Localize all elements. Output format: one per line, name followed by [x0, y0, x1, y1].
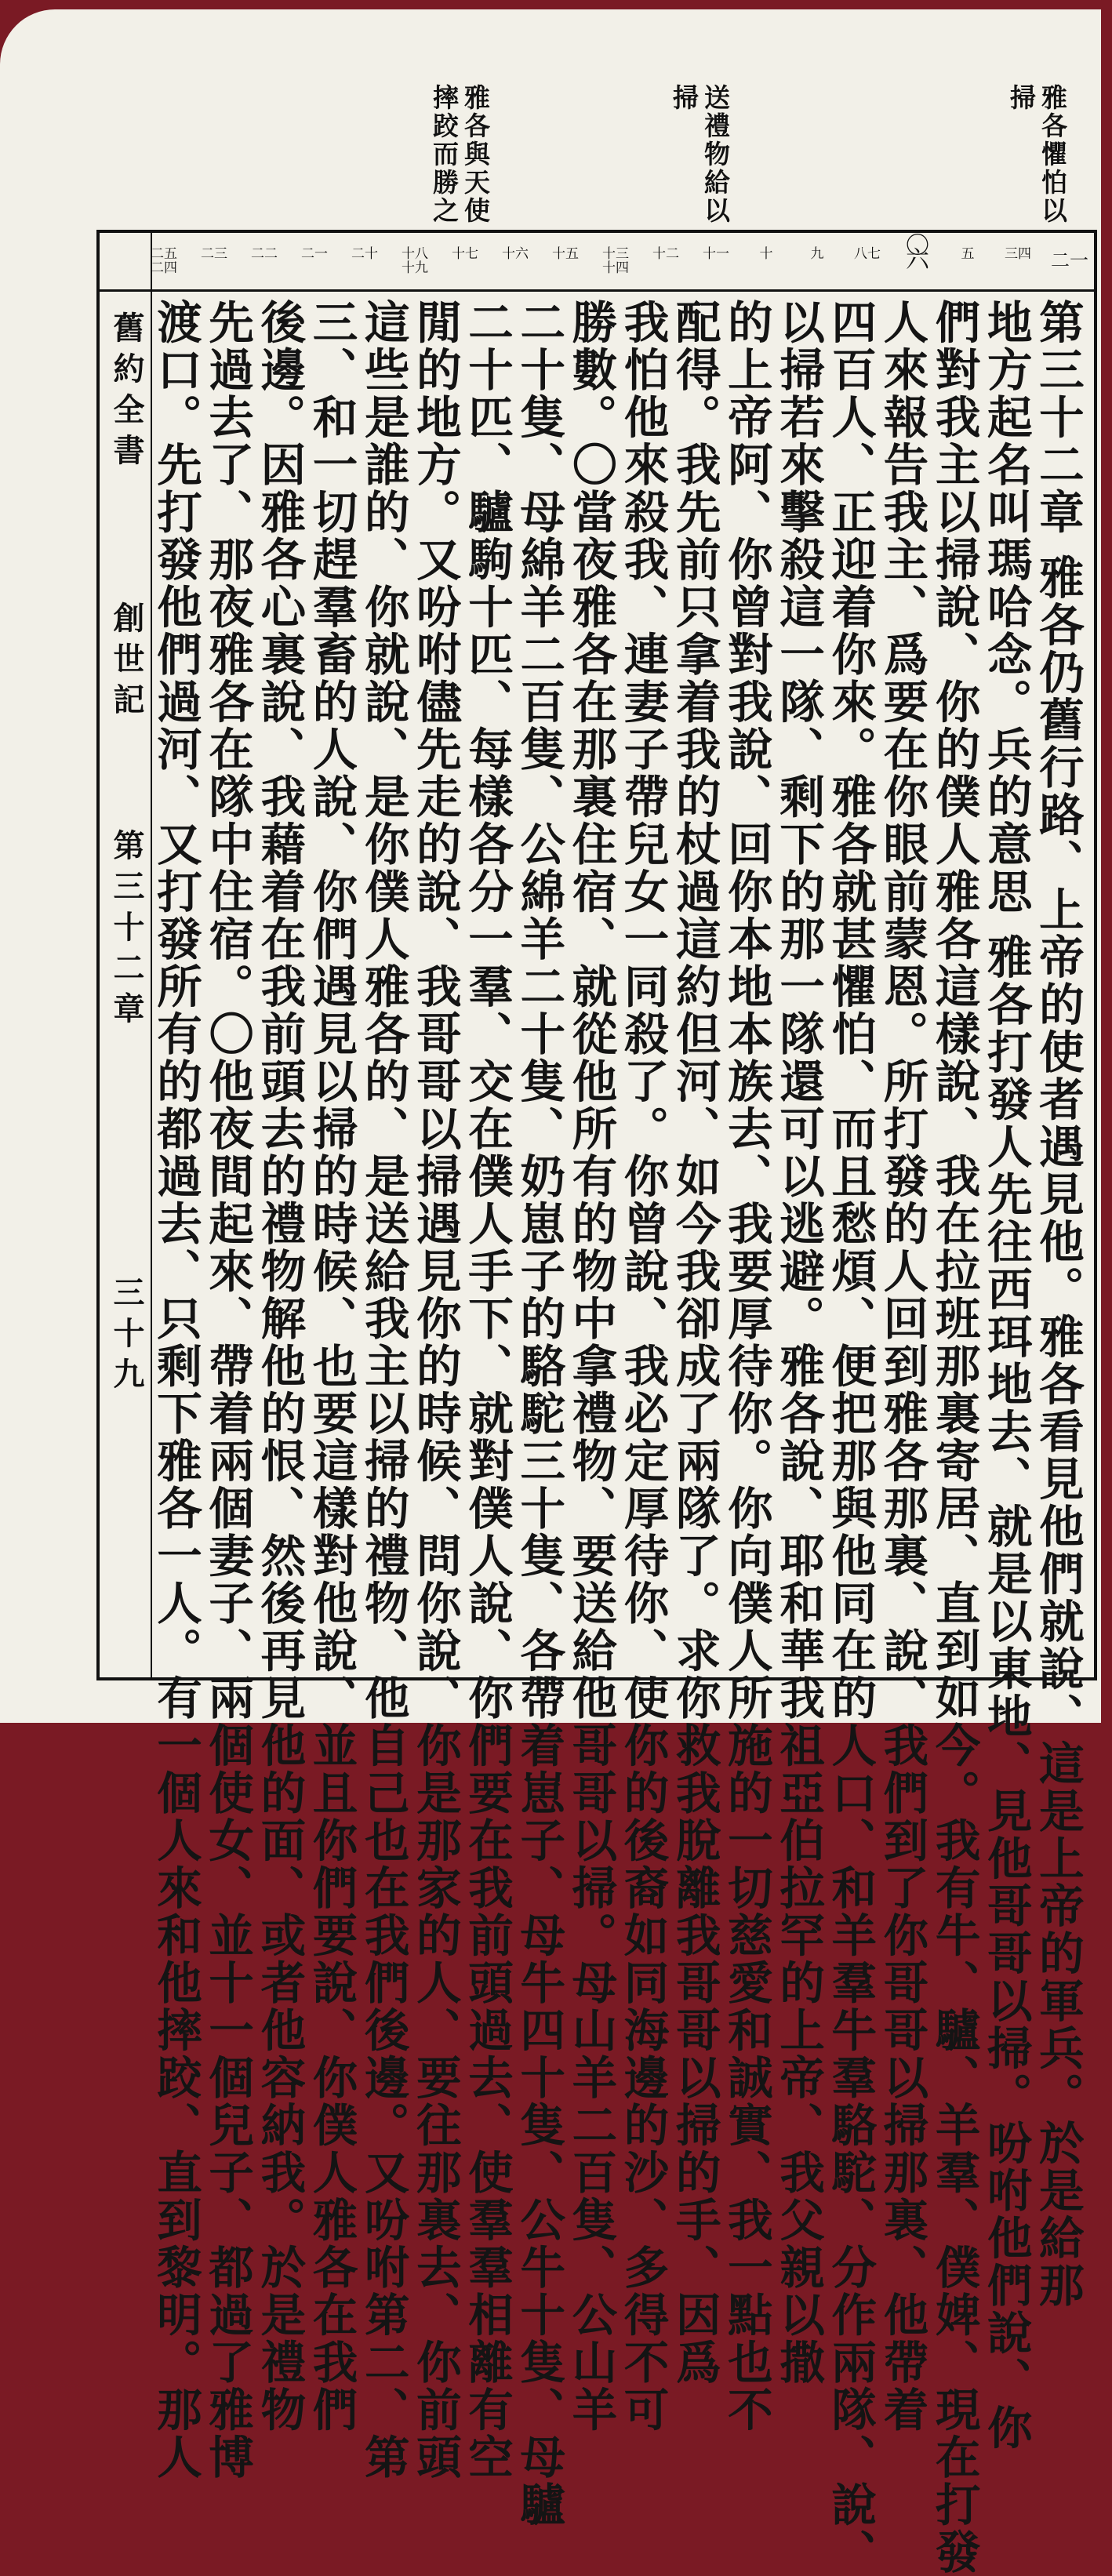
margin-note-line: 雅各與天使 [460, 84, 491, 225]
verse-number: 十一 [703, 246, 729, 262]
text-column: 第三十二章 雅各仍舊行路、上帝的使者遇見他。雅各看見他們就說、這是上帝的軍兵。於是給那 [1031, 299, 1085, 2310]
text-column: 先過去了、那夜雅各在隊中住宿。〇他夜間起來、帶着兩個妻子、兩個使女、並十一個兒子、都過了雅博 [202, 299, 256, 2481]
text-column: 我怕他來殺我、連妻子帶兒女一同殺了。你曾說、我必定厚待你、使你的後裔如同海邊的沙、多得不可 [616, 299, 670, 2434]
verse-number: 十八十九 [402, 246, 428, 276]
margin-note [894, 84, 1067, 225]
verse-number: 二三 [201, 246, 227, 262]
text-column: 四百人、正迎着你來。雅各就甚懼怕、而且愁煩、便把那與他同在的人口、和羊羣牛羣駱駝、分作兩隊、說、 [824, 299, 878, 2576]
text-column: 渡口。先打發他們過河、又打發所有的都過去、只剩下雅各一人。有一個人來和他摔跤、直到黎明。那人 [150, 299, 203, 2481]
text-column: 勝數。〇當夜雅各在那裏住宿、就從他所有的物中拿禮物、要送給他哥哥以掃。母山羊二百隻、公山羊 [565, 299, 619, 2434]
body-text [150, 299, 1085, 2576]
text-frame [96, 230, 1097, 2576]
verse-number: 八七 [854, 246, 881, 262]
margin-notes [188, 84, 1067, 225]
text-column: 人來報告我主、爲要在你眼前蒙恩。所打發的人回到雅各那裏、說、我們到了你哥哥以掃那裏、他帶着 [876, 299, 930, 2434]
book-page [0, 9, 1101, 2576]
verse-number: 十 [759, 246, 773, 262]
verse-number: 十五 [552, 246, 579, 262]
verse-number: 二十 [351, 246, 378, 262]
verse-number: 十七 [452, 246, 478, 262]
book-name: 舊約全書 [108, 311, 145, 474]
margin-note-line: 掃 [1006, 84, 1037, 112]
verse-number: 五 [961, 246, 975, 262]
running-head [100, 233, 152, 1677]
text-column: 的上帝阿、你曾對我說、回你本地本族去、我要厚待你。你向僕人所施的一切慈愛和誠實、我一點也不 [720, 299, 774, 2434]
book-title: 創世記 [108, 601, 145, 724]
margin-note [204, 84, 489, 225]
text-column: 二十匹、驢駒十匹、每樣各分一羣、交在僕人手下、就對僕人說、你們要在我前頭過去、使羣羣相離有空 [461, 299, 515, 2481]
margin-note-line: 掃 [669, 84, 700, 112]
margin-note-line: 摔跤而勝之 [429, 84, 460, 225]
text-column: 後邊。因雅各心裏說、我藉着在我前頭去的禮物解他的恨、然後再見他的面、或者他容納我。於是禮物 [253, 299, 307, 2434]
text-column: 二十隻、母綿羊二百隻、公綿羊二十隻、奶崽子的駱駝三十隻、各帶着崽子、母牛四十隻、公牛十隻、母驢 [513, 299, 567, 2529]
verse-number-bar [100, 233, 1094, 292]
chapter-label: 第三十二章 [108, 829, 145, 1033]
verse-number: 九 [810, 246, 824, 262]
margin-note-line: 送禮物給以 [700, 84, 731, 225]
page-number: 三十九 [108, 1276, 145, 1398]
text-column: 們對我主以掃說、你的僕人雅各這樣說、我在拉班那裏寄居、直到如今。我有牛、驢、羊羣、僕婢、現在打發 [928, 299, 982, 2576]
verse-number: 二二 [251, 246, 278, 262]
verse-number: 十二 [652, 246, 679, 262]
margin-note [557, 84, 729, 225]
margin-note-line: 雅各懼怕以 [1038, 84, 1068, 225]
verse-number: 三四 [1005, 246, 1031, 262]
text-column: 三、和一切趕羣畜的人說、你們遇見以掃的時候、也要這樣對他說、並且你們要說、你僕人雅各在我們 [305, 299, 359, 2434]
text-column: 這些是誰的、你就說、是你僕人雅各的、是送給我主以掃的禮物、他自己也在我們後邊。又吩咐第二、第 [357, 299, 411, 2481]
verse-number: 〇六 [906, 232, 929, 274]
text-column: 閒的地方。又吩咐儘先走的說、我哥哥以掃遇見你的時候、問你說、你是那家的人、要往那裏去、你前頭 [409, 299, 463, 2481]
verse-number: 十六 [502, 246, 529, 262]
verse-number: 二一 [1051, 249, 1088, 271]
verse-number: 十三十四 [602, 246, 629, 276]
verse-number: 二一 [301, 246, 328, 262]
text-column: 以掃若來擊殺這一隊、剩下的那一隊還可以逃避。雅各說、耶和華我祖亞伯拉罕的上帝、我父親以撒 [772, 299, 827, 2386]
verse-number: 二五二四 [151, 246, 177, 276]
text-column: 配得。我先前只拿着我的杖過這約但河、如今我卻成了兩隊了。求你救我脫離我哥哥以掃的手、因爲 [668, 299, 722, 2386]
text-column: 地方起名叫瑪哈念。兵的意思 雅各打發人先往西珥地去、就是以東地、見他哥哥以掃。吩咐他們說、你 [979, 299, 1034, 2452]
